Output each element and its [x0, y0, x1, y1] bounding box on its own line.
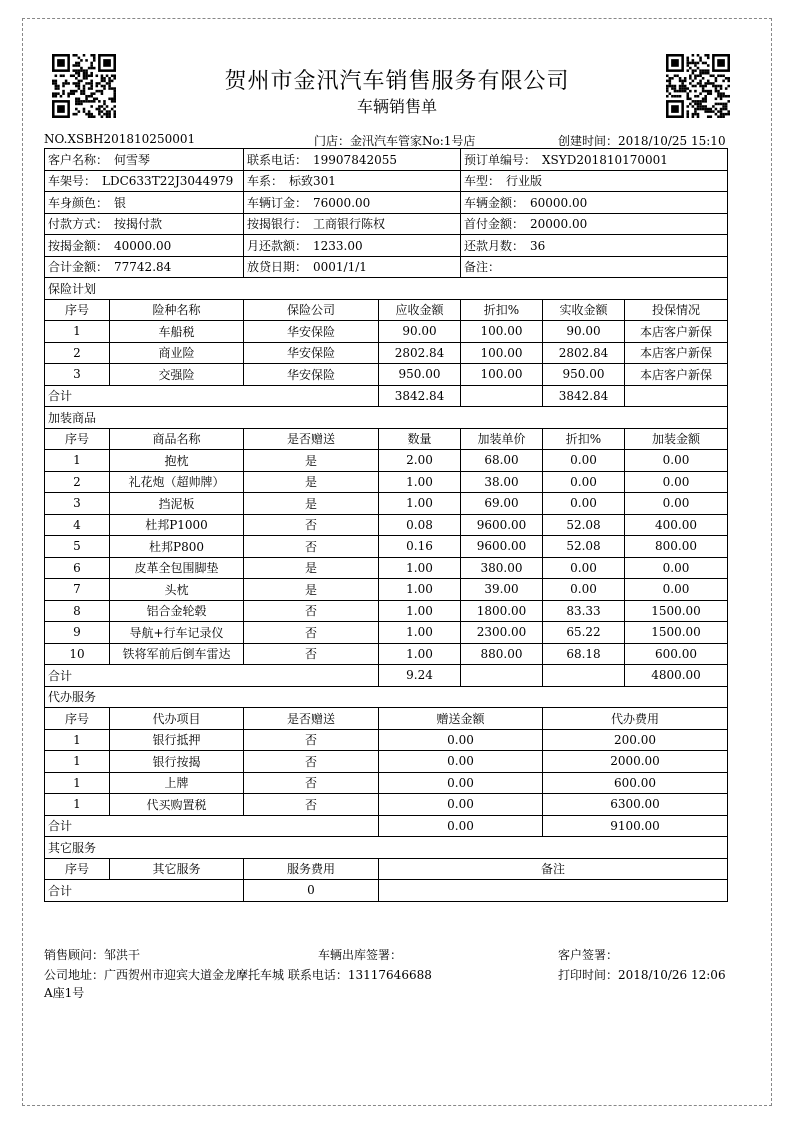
info-value: 行业版 [506, 174, 543, 189]
created-time [558, 132, 726, 149]
info-cell [461, 149, 728, 171]
info-label: 车身颜色： [48, 195, 109, 210]
info-cell [461, 235, 728, 257]
column-header: 服务费用 [244, 858, 379, 880]
info-value: 77742.84 [114, 260, 172, 275]
table-cell: 皮革全包围脚垫 [110, 557, 244, 579]
total-label: 合计 [45, 880, 244, 902]
info-label: 月还款额： [247, 238, 308, 253]
table-cell: 200.00 [543, 729, 728, 751]
table-cell: 0.00 [543, 557, 625, 579]
section-header-row [45, 407, 728, 429]
table-cell: 0.00 [625, 493, 728, 515]
sales-advisor-value: 邹洪干 [104, 948, 141, 962]
column-header: 加装金额 [625, 428, 728, 450]
info-row [45, 213, 728, 235]
table-row [45, 321, 728, 343]
table-cell: 车船税 [110, 321, 244, 343]
table-cell: 交强险 [110, 364, 244, 386]
table-cell: 39.00 [461, 579, 543, 601]
total-label: 合计 [45, 815, 379, 837]
company-title: 贺州市金汛汽车销售服务有限公司 [224, 69, 570, 94]
table-cell: 2 [45, 471, 110, 493]
sales-table [44, 148, 728, 902]
section-header-row [45, 278, 728, 300]
info-row [45, 149, 728, 171]
table-cell: 0.00 [543, 450, 625, 472]
info-cell [461, 192, 728, 214]
table-cell: 2.00 [379, 450, 461, 472]
table-cell: 100.00 [461, 364, 543, 386]
table-cell: 7 [45, 579, 110, 601]
info-label: 车辆金额： [464, 195, 525, 210]
info-label: 还款月数： [464, 238, 525, 253]
table-cell: 杜邦P1000 [110, 514, 244, 536]
info-cell [45, 192, 244, 214]
total-service-fee: 9100.00 [543, 815, 728, 837]
column-header: 备注 [379, 858, 728, 880]
info-value: 60000.00 [530, 195, 588, 210]
column-header: 折扣% [543, 428, 625, 450]
info-value: 76000.00 [313, 195, 371, 210]
address-value: 广西贺州市迎宾大道金龙摩托车城 [104, 968, 285, 982]
info-cell [244, 192, 461, 214]
total-label: 合计 [45, 665, 379, 687]
table-cell: 0.00 [379, 794, 543, 816]
table-cell: 否 [244, 536, 379, 558]
phone-value: 13117646688 [347, 968, 432, 982]
table-cell: 6 [45, 557, 110, 579]
info-label: 预订单编号： [464, 152, 537, 167]
table-cell: 90.00 [543, 321, 625, 343]
table-cell: 头枕 [110, 579, 244, 601]
table-cell: 是 [244, 557, 379, 579]
column-header: 赠送金额 [379, 708, 543, 730]
table-header-row [45, 299, 728, 321]
table-cell: 是 [244, 471, 379, 493]
info-value: 标致301 [289, 174, 336, 189]
table-cell: 上牌 [110, 772, 244, 794]
info-value: 20000.00 [530, 217, 588, 232]
table-cell: 0.16 [379, 536, 461, 558]
info-cell [461, 256, 728, 278]
info-row [45, 192, 728, 214]
total-amount: 4800.00 [625, 665, 728, 687]
table-cell: 否 [244, 622, 379, 644]
table-header-row [45, 708, 728, 730]
table-cell: 6300.00 [543, 794, 728, 816]
sales-advisor-label: 销售顾问： [44, 948, 105, 962]
table-cell: 1.00 [379, 471, 461, 493]
table-row [45, 622, 728, 644]
address-line-2: A座1号 [44, 986, 85, 1000]
store-label: 门店： [314, 134, 351, 148]
info-cell [45, 256, 244, 278]
column-header: 加装单价 [461, 428, 543, 450]
table-cell: 银行按揭 [110, 751, 244, 773]
table-cell: 1.00 [379, 579, 461, 601]
created-time-value: 2018/10/25 15:10 [618, 134, 726, 148]
other-section-title: 其它服务 [45, 837, 728, 859]
empty-cell [625, 385, 728, 407]
table-cell: 950.00 [379, 364, 461, 386]
table-cell: 8 [45, 600, 110, 622]
table-cell: 否 [244, 794, 379, 816]
info-value: 按揭付款 [114, 217, 163, 232]
table-cell: 抱枕 [110, 450, 244, 472]
table-cell: 挡泥板 [110, 493, 244, 515]
table-cell: 38.00 [461, 471, 543, 493]
outbound-signature: 车辆出库签署： [318, 948, 403, 962]
total-row [45, 385, 728, 407]
info-label: 合计金额： [48, 260, 109, 275]
table-cell: 1800.00 [461, 600, 543, 622]
info-label: 车辆订金： [247, 195, 308, 210]
table-cell: 380.00 [461, 557, 543, 579]
info-row [45, 256, 728, 278]
info-value: 何雪琴 [114, 152, 151, 167]
table-cell: 68.00 [461, 450, 543, 472]
column-header: 投保情况 [625, 299, 728, 321]
sales-sheet [44, 148, 727, 902]
table-cell: 华安保险 [244, 342, 379, 364]
table-cell: 否 [244, 729, 379, 751]
table-cell: 65.22 [543, 622, 625, 644]
table-cell: 10 [45, 643, 110, 665]
table-cell: 杜邦P800 [110, 536, 244, 558]
info-cell [45, 213, 244, 235]
store-value: 金汛汽车管家No:1号店 [350, 134, 476, 148]
column-header: 序号 [45, 299, 110, 321]
table-cell: 100.00 [461, 342, 543, 364]
table-cell: 银行抵押 [110, 729, 244, 751]
total-receivable: 3842.84 [379, 385, 461, 407]
info-label: 按揭银行： [247, 217, 308, 232]
table-cell: 0.00 [625, 471, 728, 493]
table-cell: 铝合金轮毂 [110, 600, 244, 622]
table-cell: 1500.00 [625, 622, 728, 644]
info-row [45, 235, 728, 257]
total-quantity: 9.24 [379, 665, 461, 687]
total-gift-amount: 0.00 [379, 815, 543, 837]
table-cell: 0.00 [379, 772, 543, 794]
empty-cell [543, 665, 625, 687]
info-cell [244, 149, 461, 171]
info-cell [244, 256, 461, 278]
table-cell: 800.00 [625, 536, 728, 558]
print-time-label: 打印时间： [558, 968, 619, 982]
table-cell: 9 [45, 622, 110, 644]
table-cell: 2802.84 [543, 342, 625, 364]
info-cell [461, 213, 728, 235]
table-cell: 本店客户新保 [625, 321, 728, 343]
table-cell: 是 [244, 450, 379, 472]
table-row [45, 536, 728, 558]
services-section-title: 代办服务 [45, 686, 728, 708]
info-value: XSYD201810170001 [542, 152, 668, 167]
table-cell: 1 [45, 450, 110, 472]
table-cell: 1.00 [379, 643, 461, 665]
column-header: 序号 [45, 428, 110, 450]
info-cell [45, 170, 244, 192]
info-label: 放贷日期： [247, 260, 308, 275]
info-value: 19907842055 [313, 152, 397, 167]
column-header: 险种名称 [110, 299, 244, 321]
sales-advisor [44, 946, 140, 963]
table-cell: 1.00 [379, 493, 461, 515]
table-cell: 52.08 [543, 536, 625, 558]
info-label: 客户名称： [48, 152, 109, 167]
column-header: 序号 [45, 708, 110, 730]
table-cell: 68.18 [543, 643, 625, 665]
info-label: 首付金额： [464, 217, 525, 232]
table-row [45, 751, 728, 773]
table-cell: 否 [244, 600, 379, 622]
total-label: 合计 [45, 385, 379, 407]
table-cell: 0.00 [543, 579, 625, 601]
company-address [44, 966, 432, 983]
section-header-row [45, 837, 728, 859]
table-row [45, 794, 728, 816]
table-cell: 69.00 [461, 493, 543, 515]
table-cell: 1.00 [379, 622, 461, 644]
table-cell: 2802.84 [379, 342, 461, 364]
info-value: 36 [530, 238, 546, 253]
info-label: 车架号： [48, 174, 97, 189]
table-row [45, 579, 728, 601]
store [314, 132, 475, 149]
info-value: 40000.00 [114, 238, 172, 253]
column-header: 实收金额 [543, 299, 625, 321]
column-header: 是否赠送 [244, 708, 379, 730]
total-other-fee: 0 [244, 880, 379, 902]
table-cell: 0.00 [379, 751, 543, 773]
column-header: 其它服务 [110, 858, 244, 880]
table-cell: 0.00 [543, 493, 625, 515]
table-header-row [45, 858, 728, 880]
table-cell: 华安保险 [244, 364, 379, 386]
table-cell: 本店客户新保 [625, 342, 728, 364]
table-cell: 950.00 [543, 364, 625, 386]
order-number-value: XSBH201810250001 [67, 132, 196, 146]
column-header: 折扣% [461, 299, 543, 321]
table-cell: 1 [45, 772, 110, 794]
table-cell: 否 [244, 514, 379, 536]
info-cell [45, 149, 244, 171]
table-cell: 1.00 [379, 557, 461, 579]
info-label: 备注： [464, 260, 501, 275]
column-header: 数量 [379, 428, 461, 450]
column-header: 是否赠送 [244, 428, 379, 450]
table-cell: 0.00 [543, 471, 625, 493]
table-row [45, 493, 728, 515]
info-value: 0001/1/1 [313, 260, 367, 275]
print-time-value: 2018/10/26 12:06 [618, 968, 726, 982]
table-cell: 导航+行车记录仪 [110, 622, 244, 644]
column-header: 代办费用 [543, 708, 728, 730]
table-cell: 否 [244, 643, 379, 665]
table-cell: 本店客户新保 [625, 364, 728, 386]
info-value: 1233.00 [313, 238, 363, 253]
table-cell: 代买购置税 [110, 794, 244, 816]
table-cell: 商业险 [110, 342, 244, 364]
table-cell: 1 [45, 794, 110, 816]
table-cell: 9600.00 [461, 536, 543, 558]
info-label: 按揭金额： [48, 238, 109, 253]
table-cell: 华安保险 [244, 321, 379, 343]
info-cell [244, 213, 461, 235]
addons-section-title: 加装商品 [45, 407, 728, 429]
table-cell: 0.00 [379, 729, 543, 751]
table-cell: 铁将军前后倒车雷达 [110, 643, 244, 665]
document-title: 车辆销售单 [356, 97, 437, 116]
table-cell: 400.00 [625, 514, 728, 536]
table-cell: 5 [45, 536, 110, 558]
table-row [45, 600, 728, 622]
table-row [45, 342, 728, 364]
table-cell: 2300.00 [461, 622, 543, 644]
column-header: 商品名称 [110, 428, 244, 450]
table-cell: 礼花炮（超帅牌） [110, 471, 244, 493]
info-cell [461, 170, 728, 192]
table-cell: 0.00 [625, 557, 728, 579]
table-row [45, 450, 728, 472]
print-time [558, 966, 726, 983]
empty-cell [461, 665, 543, 687]
table-row [45, 557, 728, 579]
table-cell: 880.00 [461, 643, 543, 665]
info-label: 车系： [247, 174, 284, 189]
created-time-label: 创建时间： [558, 134, 619, 148]
table-cell: 0.00 [625, 450, 728, 472]
info-value: LDC633T22J3044979 [102, 174, 234, 189]
table-cell: 3 [45, 493, 110, 515]
table-cell: 2 [45, 342, 110, 364]
total-received: 3842.84 [543, 385, 625, 407]
table-cell: 83.33 [543, 600, 625, 622]
table-cell: 否 [244, 751, 379, 773]
table-row [45, 471, 728, 493]
info-cell [244, 235, 461, 257]
table-cell: 否 [244, 772, 379, 794]
table-row [45, 643, 728, 665]
table-cell: 1 [45, 729, 110, 751]
column-header: 保险公司 [244, 299, 379, 321]
table-cell: 600.00 [543, 772, 728, 794]
table-cell: 100.00 [461, 321, 543, 343]
empty-cell [461, 385, 543, 407]
column-header: 序号 [45, 858, 110, 880]
table-cell: 52.08 [543, 514, 625, 536]
column-header: 应收金额 [379, 299, 461, 321]
table-cell: 0.00 [625, 579, 728, 601]
table-cell: 1500.00 [625, 600, 728, 622]
info-value: 银 [114, 195, 127, 210]
section-header-row [45, 686, 728, 708]
table-cell: 0.08 [379, 514, 461, 536]
table-cell: 1 [45, 321, 110, 343]
table-cell: 90.00 [379, 321, 461, 343]
empty-cell [379, 880, 728, 902]
address-label: 公司地址： [44, 968, 105, 982]
order-number [44, 132, 195, 146]
customer-signature: 客户签署： [558, 948, 619, 962]
total-row [45, 665, 728, 687]
table-cell: 9600.00 [461, 514, 543, 536]
table-row [45, 364, 728, 386]
insurance-section-title: 保险计划 [45, 278, 728, 300]
table-cell: 1 [45, 751, 110, 773]
info-cell [45, 235, 244, 257]
column-header: 代办项目 [110, 708, 244, 730]
info-value: 工商银行陈权 [313, 217, 386, 232]
info-cell [244, 170, 461, 192]
info-label: 付款方式： [48, 217, 109, 232]
table-header-row [45, 428, 728, 450]
table-cell: 是 [244, 493, 379, 515]
table-cell: 3 [45, 364, 110, 386]
info-label: 车型： [464, 174, 501, 189]
table-row [45, 772, 728, 794]
table-cell: 600.00 [625, 643, 728, 665]
info-row [45, 170, 728, 192]
total-row [45, 880, 728, 902]
order-number-label: NO. [44, 132, 68, 146]
table-cell: 1.00 [379, 600, 461, 622]
total-row [45, 815, 728, 837]
table-row [45, 514, 728, 536]
table-cell: 2000.00 [543, 751, 728, 773]
table-cell: 4 [45, 514, 110, 536]
table-cell: 是 [244, 579, 379, 601]
table-row [45, 729, 728, 751]
phone-label: 联系电话： [287, 968, 348, 982]
info-label: 联系电话： [247, 152, 308, 167]
